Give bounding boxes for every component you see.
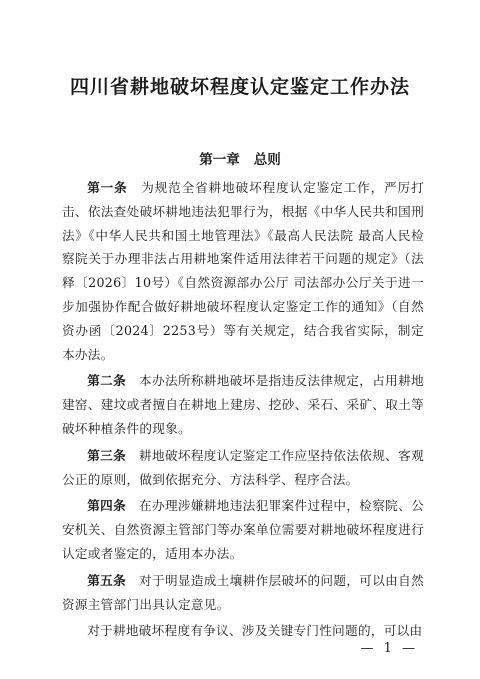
article-label: 第一条 bbox=[87, 180, 128, 195]
article-text: 在办理涉嫌耕地违法犯罪案件过程中，检察院、公安机关、自然资源主管部门等办案单位需要对耕地破坏程度进行认定或者鉴定的，适用本办法。 bbox=[62, 498, 424, 561]
article-5 bbox=[62, 569, 424, 617]
chapter-heading bbox=[0, 150, 480, 170]
article-4 bbox=[62, 494, 424, 565]
article-label: 第四条 bbox=[87, 498, 127, 514]
article-2 bbox=[62, 369, 424, 440]
document-body bbox=[62, 176, 424, 646]
article-label: 第五条 bbox=[87, 572, 127, 588]
article-text: 本办法所称耕地破坏是指违反法律规定，占用耕地建窑、建坟或者擅自在耕地上建房、挖砂、采石、采矿、取土等破坏种植条件的现象。 bbox=[62, 373, 424, 436]
article-text: 耕地破坏程度认定鉴定工作应坚持依法依规、客观公正的原则，做到依据充分、方法科学、程序合法。 bbox=[62, 447, 424, 487]
article-text: 为规范全省耕地破坏程度认定鉴定工作，严厉打击、依法查处破坏耕地违法犯罪行为，根据《中华人民共和国刑法》《中华人民共和国土地管理法》《最高人民法院 最高人民检察院关于办理非法占用耕地案件适用法律若干问题的规定》（法释〔2026〕10号）《自然资源部办公厅 司法部办公厅关于进一步加强协作配合做好耕地破坏程度认定鉴定工作的通知》（自然资办函〔2024〕2253号）等有关规定，结合我省实际，制定本办法。 bbox=[62, 180, 424, 362]
article-1 bbox=[62, 176, 424, 366]
article-text: 对于明显造成土壤耕作层破坏的问题，可以由自然资源主管部门出具认定意见。 bbox=[62, 572, 424, 612]
article-text: 对于耕地破坏程度有争议、涉及关键专门性问题的，可以由 bbox=[87, 623, 423, 639]
article-label: 第三条 bbox=[87, 447, 127, 463]
chapter-name: 总则 bbox=[253, 152, 281, 168]
document-title: 四川省耕地破坏程度认定鉴定工作办法 bbox=[69, 76, 410, 98]
chapter-number: 第一章 bbox=[199, 152, 240, 168]
article-3 bbox=[62, 444, 424, 492]
page-number: — 1 — bbox=[360, 641, 418, 656]
article-label: 第二条 bbox=[87, 373, 127, 389]
